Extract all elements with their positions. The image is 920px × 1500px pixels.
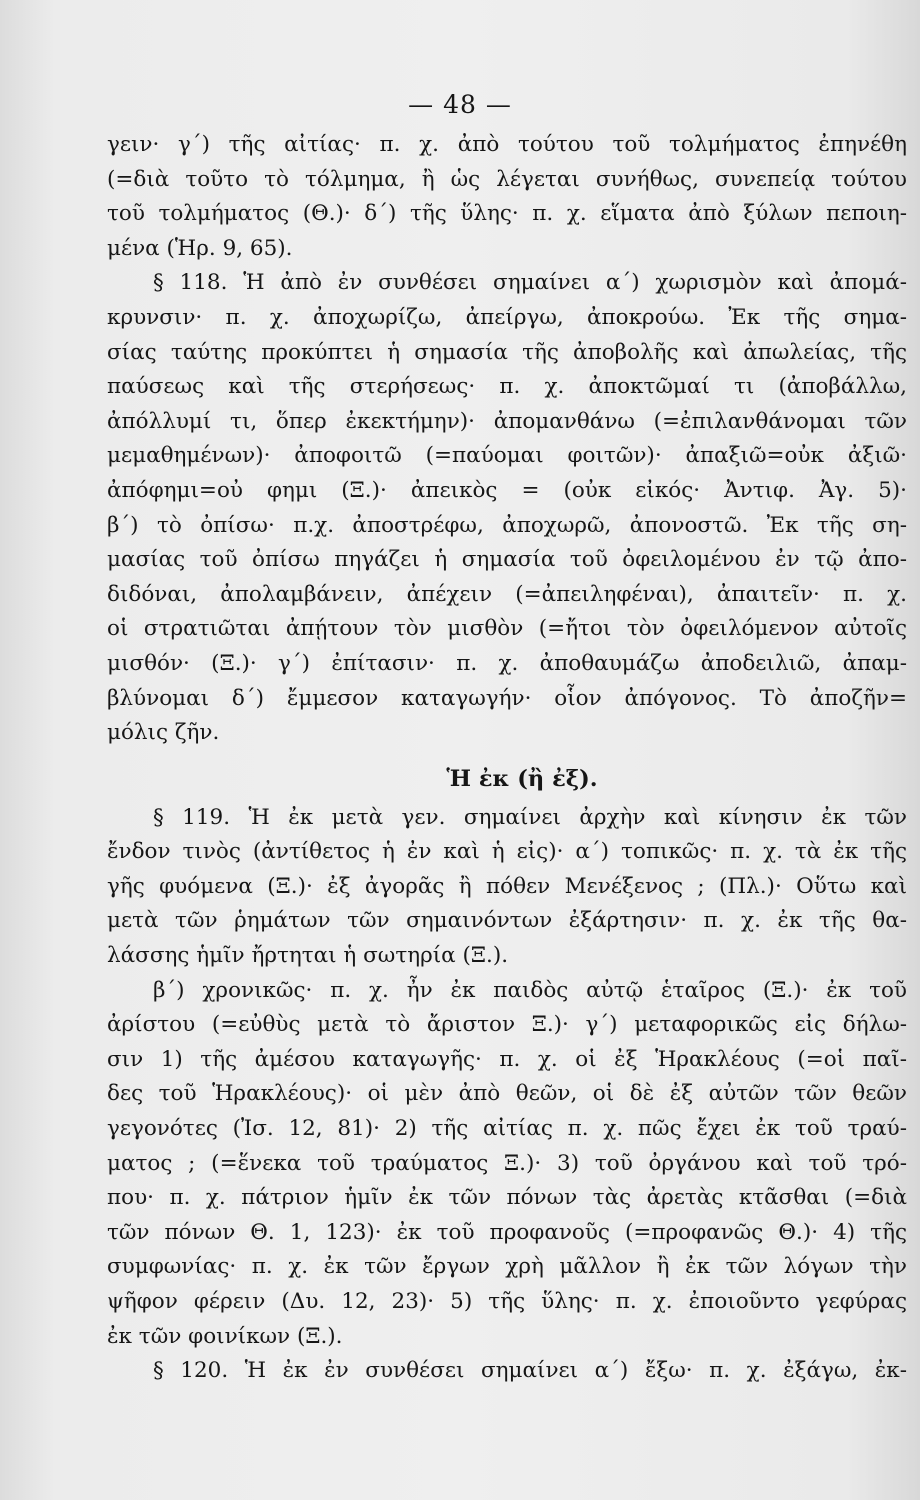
text-line: ψῆφον φέρειν (Δυ. 12, 23)· 5) τῆς ὕλης· π. χ. ἐποιοῦντο γεφύρας — [107, 1289, 907, 1314]
section-120-start: § 120. Ἡ ἐκ ἐν συνθέσει σημαίνει α΄) ἔξω· π. χ. ἐξάγω, ἐκ- — [153, 1358, 907, 1384]
section-118-start: § 118. Ἡ ἀπὸ ἐν συνθέσει σημαίνει α΄) χωρισμὸν καὶ ἀπομά- — [153, 270, 907, 296]
text-line: μόλις ζῆν. — [107, 720, 220, 746]
text-line: ἀρίστου (=εὐθὺς μετὰ τὸ ἄριστον Ξ.)· γ΄) μεταφορικῶς εἰς δήλω- — [107, 1012, 907, 1038]
text-line: μεμαθημένων)· ἀποφοιτῶ (=παύομαι φοιτῶν)· ἀπαξιῶ=οὐκ ἀξιῶ· — [107, 443, 907, 469]
page-body-text — [107, 128, 907, 1389]
text-line: μένα (Ἡρ. 9, 65). — [107, 235, 293, 261]
text-line: γεγονότες (Ἰσ. 12, 81)· 2) τῆς αἰτίας π. χ. πῶς ἔχει ἐκ τοῦ τραύ- — [107, 1116, 907, 1142]
text-line: γῆς φυόμενα (Ξ.)· ἐξ ἀγορᾶς ἢ πόθεν Μενέξενος ; (Πλ.)· Οὕτω καὶ — [107, 873, 907, 899]
text-line: μετὰ τῶν ῥημάτων τῶν σημαινόντων ἐξάρτησιν· π. χ. ἐκ τῆς θα- — [107, 908, 907, 934]
text-line: τῶν πόνων Θ. 1, 123)· ἐκ τοῦ προφανοῦς (=προφανῶς Θ.)· 4) τῆς — [107, 1219, 907, 1245]
text-line: β΄) τὸ ὀπίσω· π.χ. ἀποστρέφω, ἀποχωρῶ, ἀπονοστῶ. Ἐκ τῆς ση- — [107, 512, 907, 538]
page-number: — 48 — — [408, 90, 512, 119]
text-line: ἔνδον τινὸς (ἀντίθετος ἡ ἐν καὶ ἡ εἰς)· α΄) τοπικῶς· π. χ. τὰ ἐκ τῆς — [107, 839, 907, 865]
text-line: γειν· γ΄) τῆς αἰτίας· π. χ. ἀπὸ τούτου τοῦ τολμήματος ἐπηνέθη — [107, 132, 907, 157]
text-line: ματος ; (=ἕνεκα τοῦ τραύματος Ξ.)· 3) τοῦ ὀργάνου καὶ τοῦ τρό- — [107, 1150, 907, 1176]
text-line: μισθόν· (Ξ.)· γ΄) ἐπίτασιν· π. χ. ἀποθαυμάζω ἀποδειλιῶ, ἀπαμ- — [107, 650, 907, 676]
text-line: που· π. χ. πάτριον ἡμῖν ἐκ τῶν πόνων τὰς ἀρετὰς κτᾶσθαι (=διὰ — [107, 1185, 907, 1211]
text-line: λάσσης ἡμῖν ἤρτηται ἡ σωτηρία (Ξ.). — [107, 943, 509, 969]
text-line: ἀπόφημι=οὐ φημι (Ξ.)· ἀπεικὸς = (οὐκ εἰκός· Ἀντιφ. Ἀγ. 5)· — [107, 477, 907, 503]
text-line: τοῦ τολμήματος (Θ.)· δ΄) τῆς ὕλης· π. χ. εἵματα ἀπὸ ξύλων πεποιη- — [107, 201, 907, 227]
text-line: (=διὰ τοῦτο τὸ τόλμημα, ἢ ὡς λέγεται συνήθως, συνεπείᾳ τούτου — [107, 166, 907, 192]
text-line: μασίας τοῦ ὀπίσω πηγάζει ἡ σημασία τοῦ ὀφειλομένου ἐν τῷ ἀπο- — [107, 547, 907, 573]
text-line: συμφωνίας· π. χ. ἐκ τῶν ἔργων χρὴ μᾶλλον ἢ ἐκ τῶν λόγων τὴν — [107, 1254, 907, 1280]
text-line: κρυνσιν· π. χ. ἀποχωρίζω, ἀπείργω, ἀποκρούω. Ἐκ τῆς σημα- — [107, 304, 907, 330]
text-line: σίας ταύτης προκύπτει ἡ σημασία τῆς ἀποβολῆς καὶ ἀπωλείας, τῆς — [107, 339, 907, 365]
text-line: διδόναι, ἀπολαμβάνειν, ἀπέχειν (=ἀπειληφέναι), ἀπαιτεῖν· π. χ. — [107, 581, 907, 607]
text-line: παύσεως καὶ τῆς στερήσεως· π. χ. ἀποκτῶμαί τι (ἀποβάλλω, — [107, 374, 907, 400]
text-line: ἐκ τῶν φοινίκων (Ξ.). — [107, 1323, 343, 1349]
text-line: σιν 1) τῆς ἀμέσου καταγωγῆς· π. χ. οἱ ἐξ Ἡρακλέους (=οἱ παῖ- — [107, 1046, 907, 1072]
text-line: δες τοῦ Ἡρακλέους)· οἱ μὲν ἀπὸ θεῶν, οἱ δὲ ἐξ αὐτῶν τῶν θεῶν — [107, 1081, 907, 1107]
section-heading: Ἡ ἐκ (ἢ ἐξ). — [446, 765, 598, 792]
text-line: β΄) χρονικῶς· π. χ. ἦν ἐκ παιδὸς αὐτῷ ἑταῖρος (Ξ.)· ἐκ τοῦ — [153, 977, 907, 1003]
text-line: ἀπόλλυμί τι, ὅπερ ἐκεκτήμην)· ἀπομανθάνω (=ἐπιλανθάνομαι τῶν — [107, 408, 907, 434]
text-line: οἱ στρατιῶται ἀπῄτουν τὸν μισθὸν (=ἤτοι τὸν ὀφειλόμενον αὐτοῖς — [107, 616, 907, 642]
text-line: βλύνομαι δ΄) ἔμμεσον καταγωγήν· οἷον ἀπόγονος. Τὸ ἀποζῆν= — [107, 685, 907, 711]
section-119-start: § 119. Ἡ ἐκ μετὰ γεν. σημαίνει ἀρχὴν καὶ κίνησιν ἐκ τῶν — [153, 804, 907, 830]
